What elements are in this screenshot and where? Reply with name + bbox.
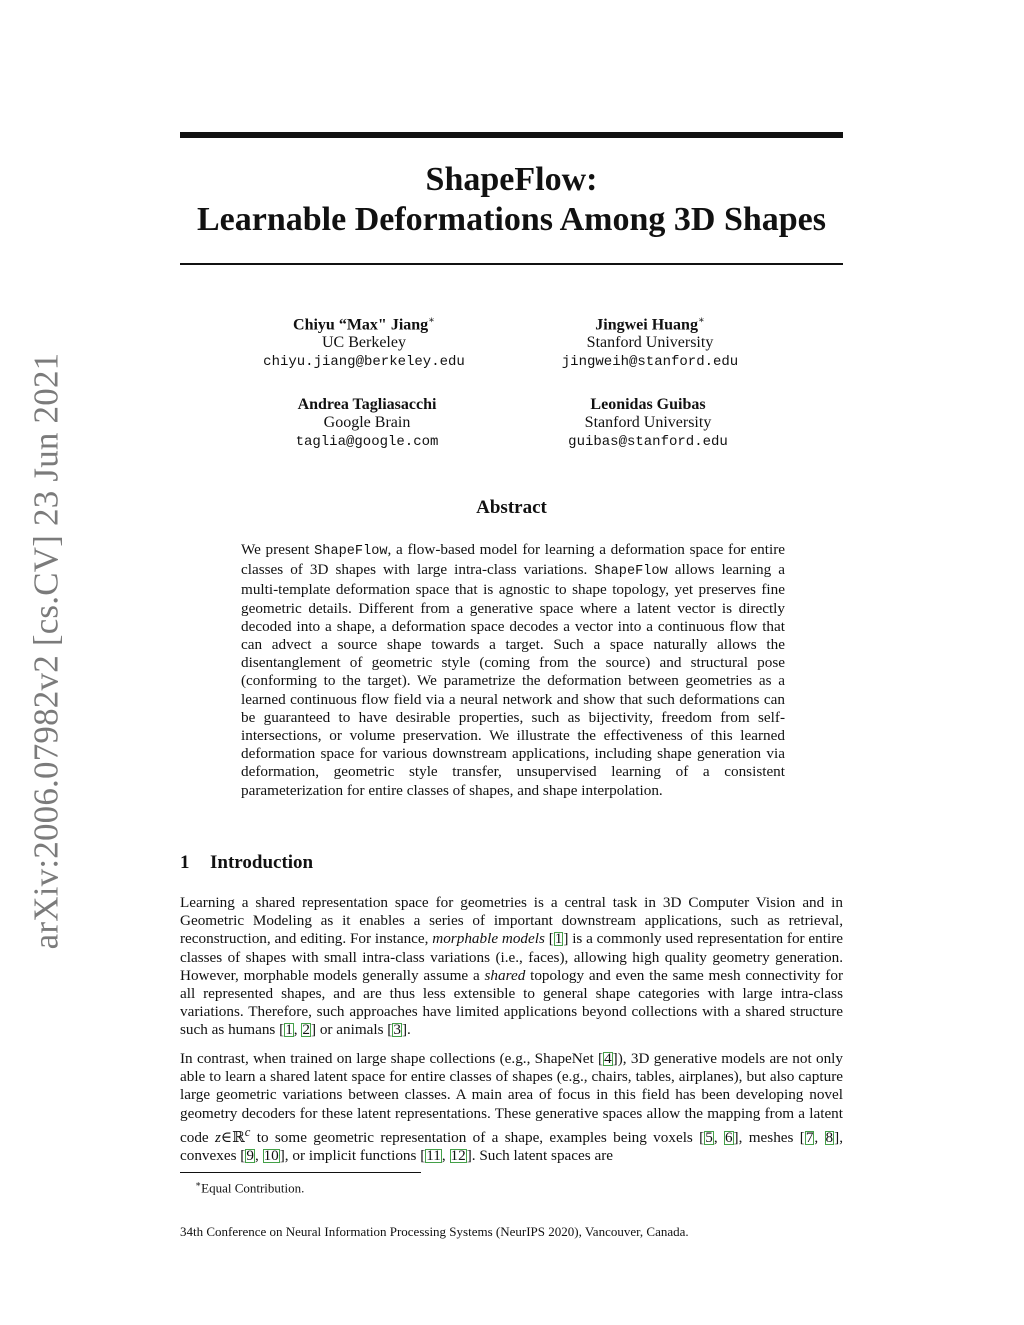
citation-link[interactable]: 1: [285, 1021, 293, 1039]
author-email[interactable]: taglia@google.com: [295, 434, 439, 450]
author-block: [500, 312, 800, 372]
conference-footer: 34th Conference on Neural Information Processing Systems (NeurIPS 2020), Vancouver, Canada.: [180, 1224, 689, 1239]
author-affiliation: Stanford University: [586, 334, 714, 352]
footnote: ∗Equal Contribution.: [195, 1179, 305, 1196]
code-shapeflow: ShapeFlow: [594, 564, 668, 580]
author-affiliation: UC Berkeley: [322, 334, 406, 352]
section-heading-introduction: [180, 852, 313, 874]
citation-link[interactable]: 12: [450, 1147, 466, 1165]
author-name: Chiyu “Max" Jiang∗: [293, 315, 435, 334]
citation-link[interactable]: 4: [604, 1050, 612, 1067]
citation-link[interactable]: 7: [805, 1128, 814, 1146]
author-name: Andrea Tagliasacchi: [297, 396, 437, 413]
title-bottom-rule: [180, 263, 843, 265]
citation-link[interactable]: 8: [825, 1128, 834, 1146]
arxiv-id-label: arXiv:2006.07982v2 [cs.CV] 23 Jun 2021: [26, 352, 66, 950]
citation-link[interactable]: 11: [426, 1147, 441, 1165]
author-email[interactable]: guibas@stanford.edu: [568, 434, 728, 450]
intro-paragraph-1: Learning a shared representation space for geometries is a central task in 3D Computer Vision and in Geometric Modeling as it enables a series of important downstream applications, such as retrieval, reconstruction, and editing. For instance, morphable models [1] is a commonly used representation for entire classes of shapes with small intra-class variations (i.e., faces), allowing high quality geometry generation. However, morphable models generally assume a shared topology and even the same mesh connectivity for all represented shapes, and are thus less extensible to general shape categories with large intra-class variations. Therefore, such approaches have limited applications beyond collections with a shared structure such as humans [1, 2] or animals [3].: [180, 894, 844, 1039]
author-name: Jingwei Huang∗: [595, 315, 705, 334]
section-number: 1: [180, 852, 190, 873]
author-email[interactable]: jingweih@stanford.edu: [561, 354, 739, 371]
title-line-1: ShapeFlow:: [425, 161, 598, 198]
paper-title: [180, 160, 843, 240]
citation-link[interactable]: 1: [554, 930, 563, 948]
footnote-rule: [180, 1172, 421, 1173]
citation-link[interactable]: 3: [393, 1021, 401, 1039]
math-latent-code: z∈ℝ$^c$: [215, 1124, 251, 1146]
citation-link[interactable]: 6: [724, 1128, 733, 1146]
citation-link[interactable]: 2: [302, 1021, 310, 1039]
citation-link[interactable]: 10: [263, 1147, 279, 1165]
title-top-rule: [180, 132, 843, 138]
author-affiliation: Stanford University: [584, 414, 712, 431]
code-shapeflow: ShapeFlow: [314, 544, 388, 559]
citation-link[interactable]: 5: [705, 1128, 713, 1146]
abstract-text: We present ShapeFlow, a flow-based model for learning a deformation space for entire classes of 3D shapes with large intra-class variations. ShapeFlow allows learning a multi-template deformation space that is agnostic to shape topology, yet preserves fine geometric details. Different from a generative space where a latent vector is directly decoded into a shape, a deformation space decodes a vector into a continuous flow that can advect a source shape towards a target. Such a space naturally allows the disentanglement of geometric style (coming from the source) and structural pose (conforming to the target). We parametrize the deformation between geometries as a learned continuous flow field via a neural network and show that such deformations can be guaranteed to have desirable properties, such as bijectivity, freedom from self-intersections, or volume preservation. We illustrate the effectiveness of this learned deformation space for various downstream applications, including shape generation via deformation, geometric style transfer, unsupervised learning of a consistent parameterization for entire classes of shapes, and shape interpolation.: [241, 541, 786, 799]
author-block: [214, 312, 514, 372]
citation-link[interactable]: 9: [246, 1147, 254, 1165]
author-name: Leonidas Guibas: [590, 396, 706, 413]
author-block: [498, 396, 798, 452]
arxiv-watermark: [20, 352, 72, 950]
abstract-heading: Abstract: [476, 497, 547, 518]
section-title: Introduction: [210, 852, 314, 873]
author-email[interactable]: chiyu.jiang@berkeley.edu: [263, 354, 465, 371]
author-affiliation: Google Brain: [323, 414, 411, 431]
author-block: [217, 396, 517, 452]
title-line-2: Learnable Deformations Among 3D Shapes: [196, 201, 827, 238]
intro-paragraph-2: In contrast, when trained on large shape collections (e.g., ShapeNet [4]), 3D generative models are not only able to learn a shared latent space for entire classes of shapes (e.g., chairs, tables, airplanes), but also capture large geometric variations between classes. A main area of focus in this field has been developing novel geometry decoders for these latent representations. These generative spaces allow the mapping from a latent code z∈ℝ$^c$ to some geometric representation of a shape, examples being voxels [5, 6], meshes [7, 8], convexes [9, 10], or implicit functions [11, 12]. Such latent spaces are: [180, 1050, 843, 1165]
